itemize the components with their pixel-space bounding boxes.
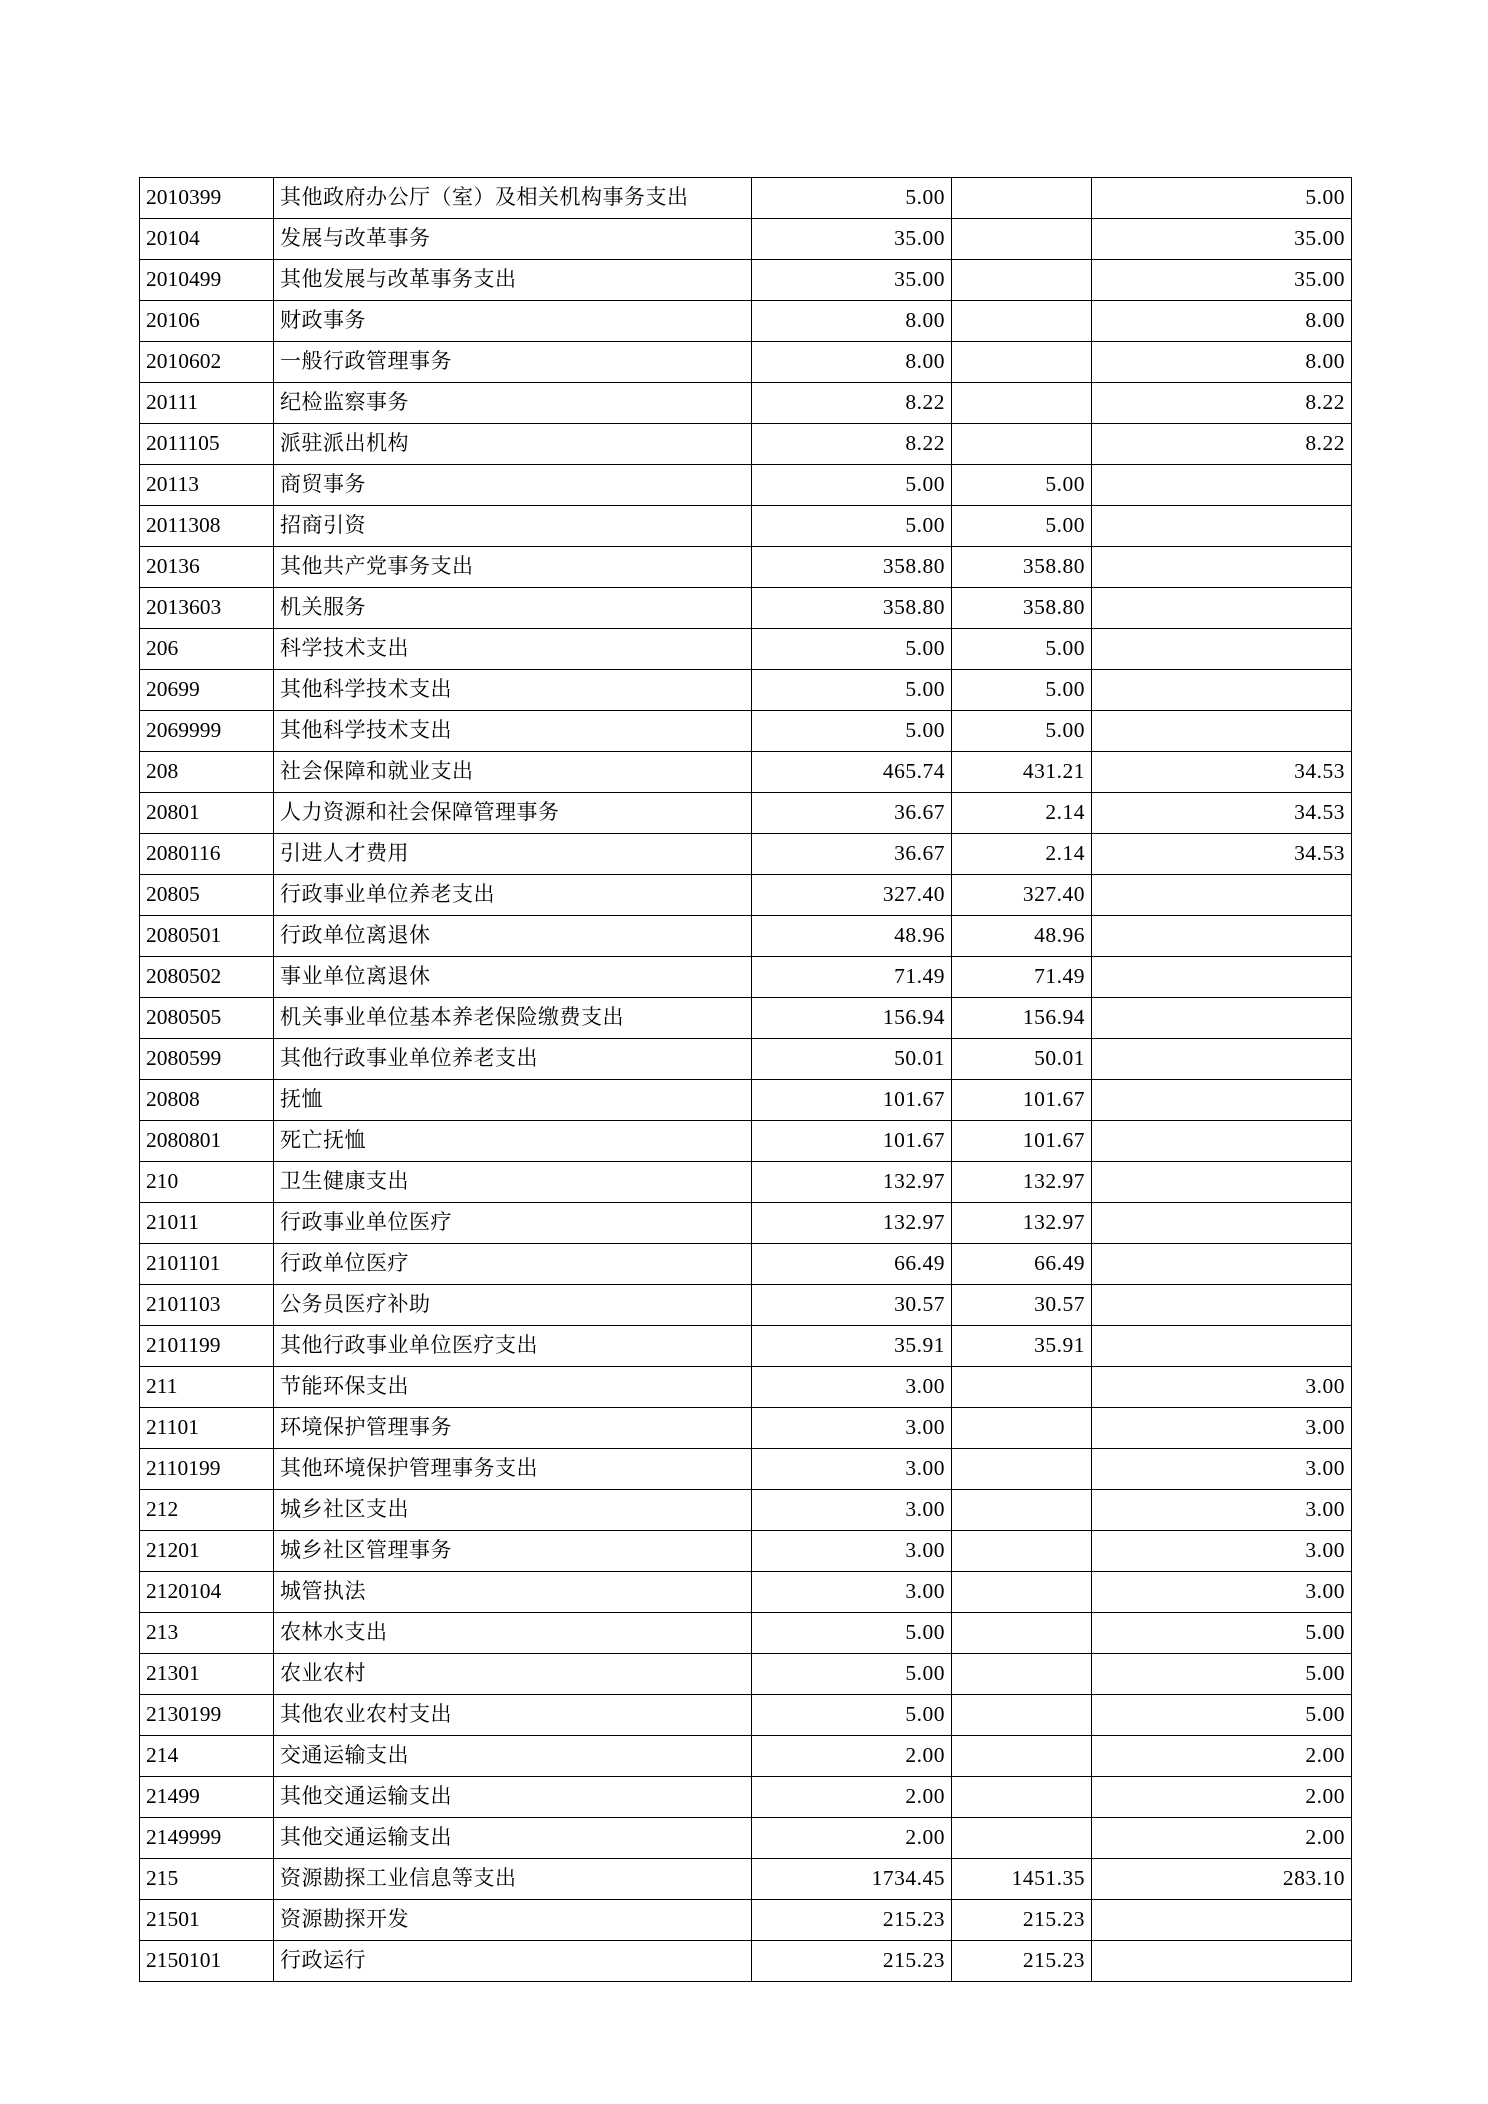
- table-row: [140, 1572, 1352, 1613]
- cell-subject-name: 其他政府办公厅（室）及相关机构事务支出: [274, 178, 752, 219]
- budget-table-container: [139, 177, 1351, 1982]
- cell-subject-code: 20113: [140, 465, 274, 506]
- cell-basic-amount: 71.49: [952, 957, 1092, 998]
- cell-project-amount: [1092, 711, 1352, 752]
- cell-subject-code: 208: [140, 752, 274, 793]
- cell-basic-amount: [952, 1654, 1092, 1695]
- cell-subject-code: 20805: [140, 875, 274, 916]
- table-row: [140, 1285, 1352, 1326]
- table-row: [140, 1244, 1352, 1285]
- cell-subject-name: 其他科学技术支出: [274, 670, 752, 711]
- table-row: [140, 178, 1352, 219]
- table-row: [140, 1941, 1352, 1982]
- cell-subject-code: 2080116: [140, 834, 274, 875]
- cell-subject-name: 派驻派出机构: [274, 424, 752, 465]
- cell-total-amount: 5.00: [752, 670, 952, 711]
- table-row: [140, 588, 1352, 629]
- cell-project-amount: [1092, 916, 1352, 957]
- cell-basic-amount: 66.49: [952, 1244, 1092, 1285]
- cell-subject-name: 行政运行: [274, 1941, 752, 1982]
- cell-total-amount: 36.67: [752, 793, 952, 834]
- cell-project-amount: [1092, 1039, 1352, 1080]
- table-row: [140, 506, 1352, 547]
- cell-project-amount: 5.00: [1092, 1695, 1352, 1736]
- cell-basic-amount: 132.97: [952, 1162, 1092, 1203]
- cell-subject-name: 行政事业单位养老支出: [274, 875, 752, 916]
- cell-subject-code: 2101101: [140, 1244, 274, 1285]
- table-row: [140, 998, 1352, 1039]
- table-row: [140, 1777, 1352, 1818]
- cell-total-amount: 71.49: [752, 957, 952, 998]
- cell-basic-amount: 358.80: [952, 588, 1092, 629]
- cell-project-amount: 34.53: [1092, 793, 1352, 834]
- cell-project-amount: [1092, 1203, 1352, 1244]
- cell-subject-code: 20136: [140, 547, 274, 588]
- cell-total-amount: 5.00: [752, 178, 952, 219]
- cell-subject-name: 行政单位离退休: [274, 916, 752, 957]
- cell-project-amount: [1092, 1941, 1352, 1982]
- cell-basic-amount: 5.00: [952, 465, 1092, 506]
- cell-subject-code: 2010499: [140, 260, 274, 301]
- cell-total-amount: 358.80: [752, 588, 952, 629]
- cell-subject-code: 2069999: [140, 711, 274, 752]
- cell-total-amount: 327.40: [752, 875, 952, 916]
- cell-subject-code: 2120104: [140, 1572, 274, 1613]
- cell-subject-name: 机关服务: [274, 588, 752, 629]
- cell-project-amount: 5.00: [1092, 1654, 1352, 1695]
- table-row: [140, 1408, 1352, 1449]
- cell-subject-name: 公务员医疗补助: [274, 1285, 752, 1326]
- table-row: [140, 1900, 1352, 1941]
- table-row: [140, 1121, 1352, 1162]
- cell-project-amount: [1092, 998, 1352, 1039]
- table-row: [140, 1531, 1352, 1572]
- cell-subject-name: 发展与改革事务: [274, 219, 752, 260]
- cell-subject-name: 行政事业单位医疗: [274, 1203, 752, 1244]
- cell-project-amount: [1092, 875, 1352, 916]
- cell-subject-name: 社会保障和就业支出: [274, 752, 752, 793]
- cell-subject-name: 其他交通运输支出: [274, 1777, 752, 1818]
- table-row: [140, 1203, 1352, 1244]
- cell-subject-name: 其他发展与改革事务支出: [274, 260, 752, 301]
- cell-subject-name: 节能环保支出: [274, 1367, 752, 1408]
- cell-subject-name: 城乡社区支出: [274, 1490, 752, 1531]
- table-row: [140, 547, 1352, 588]
- cell-basic-amount: 358.80: [952, 547, 1092, 588]
- table-row: [140, 1818, 1352, 1859]
- cell-project-amount: 34.53: [1092, 834, 1352, 875]
- cell-basic-amount: [952, 260, 1092, 301]
- cell-subject-name: 其他农业农村支出: [274, 1695, 752, 1736]
- table-row: [140, 1449, 1352, 1490]
- cell-subject-name: 其他共产党事务支出: [274, 547, 752, 588]
- cell-project-amount: 3.00: [1092, 1408, 1352, 1449]
- cell-subject-name: 交通运输支出: [274, 1736, 752, 1777]
- cell-subject-code: 2150101: [140, 1941, 274, 1982]
- cell-subject-code: 20104: [140, 219, 274, 260]
- cell-total-amount: 2.00: [752, 1818, 952, 1859]
- cell-project-amount: [1092, 670, 1352, 711]
- cell-project-amount: 8.22: [1092, 383, 1352, 424]
- cell-subject-name: 城乡社区管理事务: [274, 1531, 752, 1572]
- cell-subject-code: 210: [140, 1162, 274, 1203]
- cell-subject-code: 21501: [140, 1900, 274, 1941]
- cell-subject-code: 20699: [140, 670, 274, 711]
- cell-project-amount: [1092, 588, 1352, 629]
- cell-subject-name: 商贸事务: [274, 465, 752, 506]
- cell-project-amount: [1092, 1080, 1352, 1121]
- cell-subject-code: 2101103: [140, 1285, 274, 1326]
- cell-total-amount: 3.00: [752, 1572, 952, 1613]
- cell-project-amount: [1092, 1244, 1352, 1285]
- cell-total-amount: 5.00: [752, 465, 952, 506]
- cell-subject-code: 2080501: [140, 916, 274, 957]
- cell-total-amount: 5.00: [752, 1695, 952, 1736]
- cell-basic-amount: 2.14: [952, 793, 1092, 834]
- cell-subject-name: 城管执法: [274, 1572, 752, 1613]
- cell-basic-amount: 327.40: [952, 875, 1092, 916]
- cell-subject-name: 财政事务: [274, 301, 752, 342]
- cell-basic-amount: [952, 1613, 1092, 1654]
- cell-subject-name: 引进人才费用: [274, 834, 752, 875]
- cell-total-amount: 50.01: [752, 1039, 952, 1080]
- table-row: [140, 1367, 1352, 1408]
- cell-subject-name: 卫生健康支出: [274, 1162, 752, 1203]
- cell-subject-code: 2080599: [140, 1039, 274, 1080]
- cell-total-amount: 8.22: [752, 424, 952, 465]
- table-row: [140, 957, 1352, 998]
- table-row: [140, 1654, 1352, 1695]
- cell-subject-name: 事业单位离退休: [274, 957, 752, 998]
- cell-project-amount: 8.00: [1092, 301, 1352, 342]
- cell-subject-code: 214: [140, 1736, 274, 1777]
- cell-subject-name: 行政单位医疗: [274, 1244, 752, 1285]
- cell-basic-amount: 2.14: [952, 834, 1092, 875]
- cell-project-amount: [1092, 629, 1352, 670]
- cell-total-amount: 8.00: [752, 301, 952, 342]
- table-row: [140, 711, 1352, 752]
- table-row: [140, 1162, 1352, 1203]
- table-row: [140, 1039, 1352, 1080]
- cell-total-amount: 5.00: [752, 1654, 952, 1695]
- cell-subject-name: 人力资源和社会保障管理事务: [274, 793, 752, 834]
- cell-subject-code: 2010602: [140, 342, 274, 383]
- table-row: [140, 1859, 1352, 1900]
- cell-subject-code: 212: [140, 1490, 274, 1531]
- cell-project-amount: 8.00: [1092, 342, 1352, 383]
- cell-basic-amount: 101.67: [952, 1080, 1092, 1121]
- cell-total-amount: 3.00: [752, 1449, 952, 1490]
- table-row: [140, 629, 1352, 670]
- cell-total-amount: 2.00: [752, 1777, 952, 1818]
- cell-total-amount: 2.00: [752, 1736, 952, 1777]
- cell-subject-code: 215: [140, 1859, 274, 1900]
- cell-subject-name: 其他行政事业单位养老支出: [274, 1039, 752, 1080]
- cell-total-amount: 3.00: [752, 1408, 952, 1449]
- cell-total-amount: 66.49: [752, 1244, 952, 1285]
- cell-basic-amount: [952, 1449, 1092, 1490]
- cell-project-amount: [1092, 957, 1352, 998]
- cell-total-amount: 48.96: [752, 916, 952, 957]
- cell-project-amount: [1092, 465, 1352, 506]
- table-row: [140, 424, 1352, 465]
- cell-project-amount: 35.00: [1092, 219, 1352, 260]
- table-row: [140, 1326, 1352, 1367]
- cell-subject-name: 招商引资: [274, 506, 752, 547]
- cell-subject-name: 抚恤: [274, 1080, 752, 1121]
- cell-subject-code: 211: [140, 1367, 274, 1408]
- cell-project-amount: [1092, 547, 1352, 588]
- cell-subject-code: 2110199: [140, 1449, 274, 1490]
- cell-subject-code: 20111: [140, 383, 274, 424]
- cell-subject-code: 2149999: [140, 1818, 274, 1859]
- cell-total-amount: 36.67: [752, 834, 952, 875]
- cell-project-amount: 5.00: [1092, 1613, 1352, 1654]
- cell-total-amount: 132.97: [752, 1203, 952, 1244]
- cell-subject-code: 20801: [140, 793, 274, 834]
- cell-basic-amount: 30.57: [952, 1285, 1092, 1326]
- cell-subject-code: 2011105: [140, 424, 274, 465]
- cell-total-amount: 3.00: [752, 1367, 952, 1408]
- cell-subject-code: 2101199: [140, 1326, 274, 1367]
- cell-basic-amount: [952, 1531, 1092, 1572]
- table-row: [140, 670, 1352, 711]
- cell-basic-amount: [952, 1777, 1092, 1818]
- cell-project-amount: 8.22: [1092, 424, 1352, 465]
- cell-total-amount: 30.57: [752, 1285, 952, 1326]
- cell-total-amount: 5.00: [752, 1613, 952, 1654]
- cell-basic-amount: [952, 1695, 1092, 1736]
- cell-project-amount: 2.00: [1092, 1777, 1352, 1818]
- cell-subject-code: 20106: [140, 301, 274, 342]
- cell-project-amount: 35.00: [1092, 260, 1352, 301]
- cell-total-amount: 35.00: [752, 260, 952, 301]
- cell-basic-amount: [952, 301, 1092, 342]
- cell-project-amount: 3.00: [1092, 1572, 1352, 1613]
- cell-basic-amount: 101.67: [952, 1121, 1092, 1162]
- cell-subject-code: 2080801: [140, 1121, 274, 1162]
- cell-project-amount: [1092, 1326, 1352, 1367]
- cell-total-amount: 3.00: [752, 1490, 952, 1531]
- cell-project-amount: 283.10: [1092, 1859, 1352, 1900]
- cell-total-amount: 215.23: [752, 1941, 952, 1982]
- table-row: [140, 260, 1352, 301]
- cell-subject-code: 2010399: [140, 178, 274, 219]
- table-row: [140, 834, 1352, 875]
- cell-subject-code: 2080505: [140, 998, 274, 1039]
- table-row: [140, 465, 1352, 506]
- table-row: [140, 875, 1352, 916]
- cell-subject-name: 一般行政管理事务: [274, 342, 752, 383]
- cell-subject-code: 20808: [140, 1080, 274, 1121]
- cell-total-amount: 156.94: [752, 998, 952, 1039]
- cell-total-amount: 8.22: [752, 383, 952, 424]
- cell-subject-code: 21201: [140, 1531, 274, 1572]
- table-row: [140, 916, 1352, 957]
- cell-total-amount: 465.74: [752, 752, 952, 793]
- cell-total-amount: 1734.45: [752, 1859, 952, 1900]
- cell-basic-amount: [952, 219, 1092, 260]
- cell-subject-name: 其他交通运输支出: [274, 1818, 752, 1859]
- cell-total-amount: 5.00: [752, 506, 952, 547]
- cell-subject-code: 2130199: [140, 1695, 274, 1736]
- cell-total-amount: 358.80: [752, 547, 952, 588]
- budget-table: [139, 177, 1352, 1982]
- table-row: [140, 793, 1352, 834]
- cell-basic-amount: 156.94: [952, 998, 1092, 1039]
- cell-basic-amount: 50.01: [952, 1039, 1092, 1080]
- cell-project-amount: 3.00: [1092, 1449, 1352, 1490]
- cell-total-amount: 5.00: [752, 711, 952, 752]
- table-row: [140, 1080, 1352, 1121]
- cell-project-amount: 3.00: [1092, 1531, 1352, 1572]
- cell-basic-amount: [952, 342, 1092, 383]
- cell-subject-name: 其他行政事业单位医疗支出: [274, 1326, 752, 1367]
- cell-total-amount: 132.97: [752, 1162, 952, 1203]
- cell-subject-code: 21011: [140, 1203, 274, 1244]
- cell-total-amount: 215.23: [752, 1900, 952, 1941]
- cell-basic-amount: 215.23: [952, 1900, 1092, 1941]
- cell-project-amount: [1092, 1121, 1352, 1162]
- cell-basic-amount: 5.00: [952, 629, 1092, 670]
- cell-subject-name: 其他环境保护管理事务支出: [274, 1449, 752, 1490]
- table-row: [140, 219, 1352, 260]
- cell-basic-amount: 132.97: [952, 1203, 1092, 1244]
- cell-project-amount: [1092, 1900, 1352, 1941]
- cell-basic-amount: [952, 1408, 1092, 1449]
- cell-total-amount: 101.67: [752, 1121, 952, 1162]
- cell-basic-amount: [952, 1818, 1092, 1859]
- cell-total-amount: 8.00: [752, 342, 952, 383]
- table-row: [140, 752, 1352, 793]
- table-row: [140, 1490, 1352, 1531]
- cell-basic-amount: [952, 1367, 1092, 1408]
- table-row: [140, 1695, 1352, 1736]
- cell-subject-name: 科学技术支出: [274, 629, 752, 670]
- cell-project-amount: 2.00: [1092, 1818, 1352, 1859]
- cell-subject-code: 2080502: [140, 957, 274, 998]
- cell-basic-amount: 5.00: [952, 711, 1092, 752]
- cell-basic-amount: [952, 1572, 1092, 1613]
- cell-subject-code: 206: [140, 629, 274, 670]
- cell-basic-amount: 35.91: [952, 1326, 1092, 1367]
- table-row: [140, 301, 1352, 342]
- cell-basic-amount: 5.00: [952, 506, 1092, 547]
- cell-basic-amount: 1451.35: [952, 1859, 1092, 1900]
- cell-total-amount: 35.00: [752, 219, 952, 260]
- cell-subject-name: 其他科学技术支出: [274, 711, 752, 752]
- cell-subject-code: 21101: [140, 1408, 274, 1449]
- table-row: [140, 342, 1352, 383]
- cell-subject-name: 死亡抚恤: [274, 1121, 752, 1162]
- cell-subject-name: 农林水支出: [274, 1613, 752, 1654]
- cell-project-amount: [1092, 1285, 1352, 1326]
- cell-subject-name: 资源勘探开发: [274, 1900, 752, 1941]
- table-row: [140, 1736, 1352, 1777]
- cell-basic-amount: [952, 383, 1092, 424]
- cell-basic-amount: [952, 1490, 1092, 1531]
- cell-basic-amount: 48.96: [952, 916, 1092, 957]
- cell-project-amount: 3.00: [1092, 1490, 1352, 1531]
- cell-subject-code: 2013603: [140, 588, 274, 629]
- cell-total-amount: 5.00: [752, 629, 952, 670]
- cell-project-amount: 34.53: [1092, 752, 1352, 793]
- cell-subject-code: 21301: [140, 1654, 274, 1695]
- cell-basic-amount: 431.21: [952, 752, 1092, 793]
- cell-subject-name: 农业农村: [274, 1654, 752, 1695]
- cell-basic-amount: 5.00: [952, 670, 1092, 711]
- table-row: [140, 1613, 1352, 1654]
- cell-project-amount: [1092, 506, 1352, 547]
- cell-subject-name: 环境保护管理事务: [274, 1408, 752, 1449]
- cell-subject-name: 纪检监察事务: [274, 383, 752, 424]
- cell-subject-code: 2011308: [140, 506, 274, 547]
- cell-basic-amount: [952, 424, 1092, 465]
- cell-basic-amount: [952, 178, 1092, 219]
- cell-subject-code: 21499: [140, 1777, 274, 1818]
- cell-total-amount: 35.91: [752, 1326, 952, 1367]
- cell-project-amount: 5.00: [1092, 178, 1352, 219]
- cell-basic-amount: 215.23: [952, 1941, 1092, 1982]
- table-row: [140, 383, 1352, 424]
- cell-subject-name: 资源勘探工业信息等支出: [274, 1859, 752, 1900]
- cell-project-amount: 2.00: [1092, 1736, 1352, 1777]
- cell-total-amount: 101.67: [752, 1080, 952, 1121]
- cell-project-amount: 3.00: [1092, 1367, 1352, 1408]
- cell-project-amount: [1092, 1162, 1352, 1203]
- cell-subject-code: 213: [140, 1613, 274, 1654]
- cell-basic-amount: [952, 1736, 1092, 1777]
- cell-total-amount: 3.00: [752, 1531, 952, 1572]
- cell-subject-name: 机关事业单位基本养老保险缴费支出: [274, 998, 752, 1039]
